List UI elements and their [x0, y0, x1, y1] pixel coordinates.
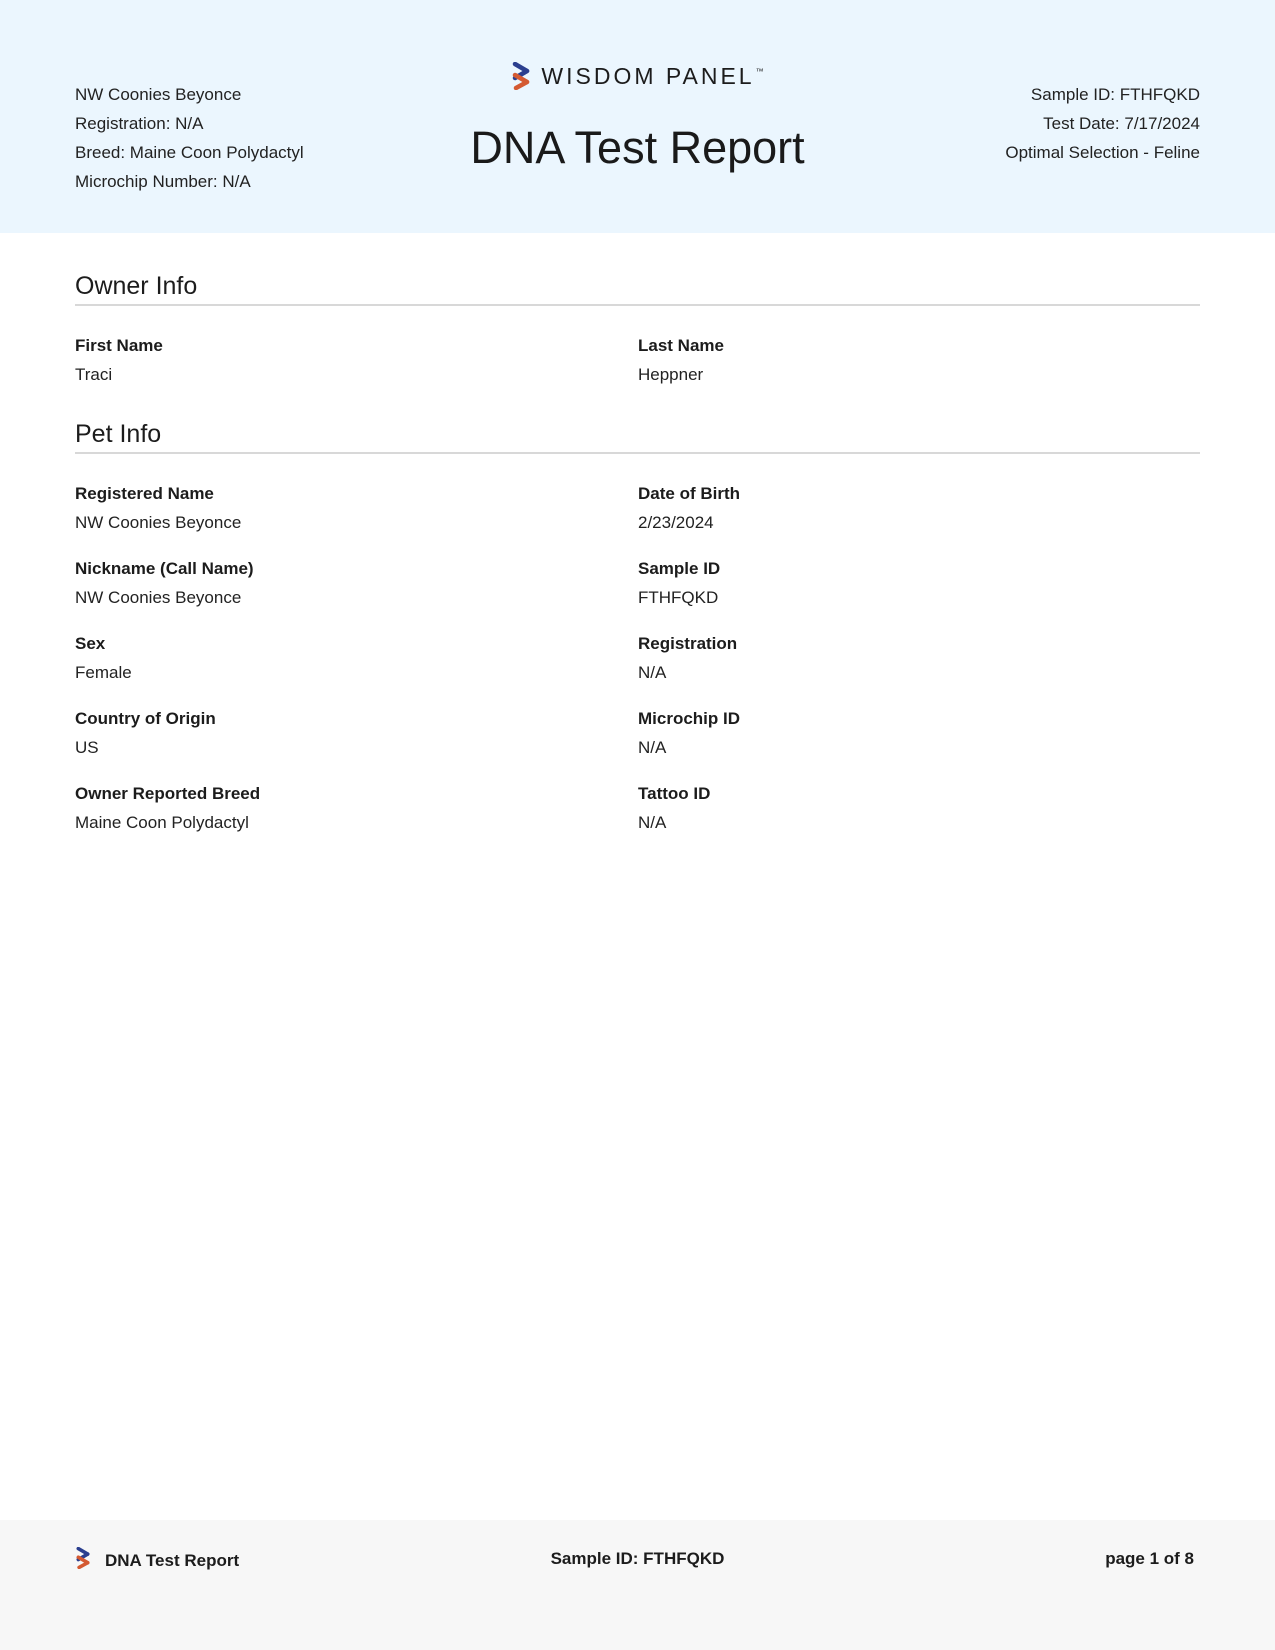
field-country-of-origin: [75, 709, 595, 758]
field-value: US: [75, 738, 99, 757]
field-value: NW Coonies Beyonce: [75, 513, 242, 532]
footer-page-number-wrap: [1105, 1549, 1194, 1569]
field-tattoo-id: [638, 784, 1158, 833]
field-label: First Name: [75, 336, 163, 355]
test-summary-sample-id: Sample ID: FTHFQKD: [1030, 85, 1200, 104]
field-value: FTHFQKD: [638, 588, 719, 607]
footer-sample-id: Sample ID: FTHFQKD: [550, 1549, 725, 1568]
brand-name-text: WISDOM PANEL: [541, 62, 755, 89]
test-summary-test-date: Test Date: 7/17/2024: [1043, 114, 1200, 133]
field-nickname: [75, 559, 595, 608]
field-value: N/A: [638, 663, 667, 682]
field-value: Female: [75, 663, 132, 682]
field-label: Tattoo ID: [638, 784, 711, 803]
pet-summary-registration: Registration: N/A: [75, 114, 204, 133]
brand-name: [541, 63, 763, 90]
field-value: Heppner: [638, 365, 704, 384]
field-value: Traci: [75, 365, 113, 384]
footer-title: DNA Test Report: [105, 1550, 240, 1570]
pet-summary-name: NW Coonies Beyonce: [75, 85, 242, 104]
wisdom-panel-helix-icon: [511, 62, 531, 90]
test-summary-panel: Optimal Selection - Feline: [1005, 143, 1200, 162]
field-microchip-id: [638, 709, 1158, 758]
trademark-mark: ™: [755, 66, 764, 76]
field-value: N/A: [638, 738, 667, 757]
pet-summary-breed: Breed: Maine Coon Polydactyl: [75, 143, 304, 162]
field-label: Registration: [638, 634, 738, 653]
report-title: DNA Test Report: [470, 122, 805, 173]
field-owner-reported-breed: [75, 784, 595, 833]
field-label: Owner Reported Breed: [75, 784, 261, 803]
field-sample-id: [638, 559, 1158, 608]
pet-info-grid: [75, 454, 1200, 834]
field-label: Sample ID: [638, 559, 721, 578]
field-label: Country of Origin: [75, 709, 216, 728]
owner-info-section: [75, 272, 1200, 396]
page-footer: [0, 1520, 1275, 1650]
field-label: Sex: [75, 634, 106, 653]
footer-page-number: page 1 of 8: [1105, 1549, 1194, 1568]
field-label: Registered Name: [75, 484, 214, 503]
field-last-name: [638, 336, 1158, 385]
owner-info-grid: [75, 306, 1200, 396]
footer-sample-id-wrap: [0, 1549, 1275, 1569]
field-value: N/A: [638, 813, 667, 832]
field-sex: [75, 634, 595, 683]
field-registered-name: [75, 484, 595, 533]
owner-info-title: Owner Info: [75, 272, 1200, 306]
field-registration: [638, 634, 1158, 683]
brand-logo-group: [511, 62, 763, 90]
field-label: Last Name: [638, 336, 724, 355]
field-label: Nickname (Call Name): [75, 559, 254, 578]
pet-info-title: Pet Info: [75, 420, 1200, 454]
field-label: Microchip ID: [638, 709, 741, 728]
field-value: 2/23/2024: [638, 513, 714, 532]
field-value: Maine Coon Polydactyl: [75, 813, 249, 832]
field-value: NW Coonies Beyonce: [75, 588, 242, 607]
pet-summary-microchip: Microchip Number: N/A: [75, 172, 251, 191]
test-summary: [1005, 80, 1200, 167]
field-label: Date of Birth: [638, 484, 740, 503]
report-header: [0, 0, 1275, 233]
field-first-name: [75, 336, 595, 385]
pet-info-section: [75, 420, 1200, 834]
field-date-of-birth: [638, 484, 1158, 533]
